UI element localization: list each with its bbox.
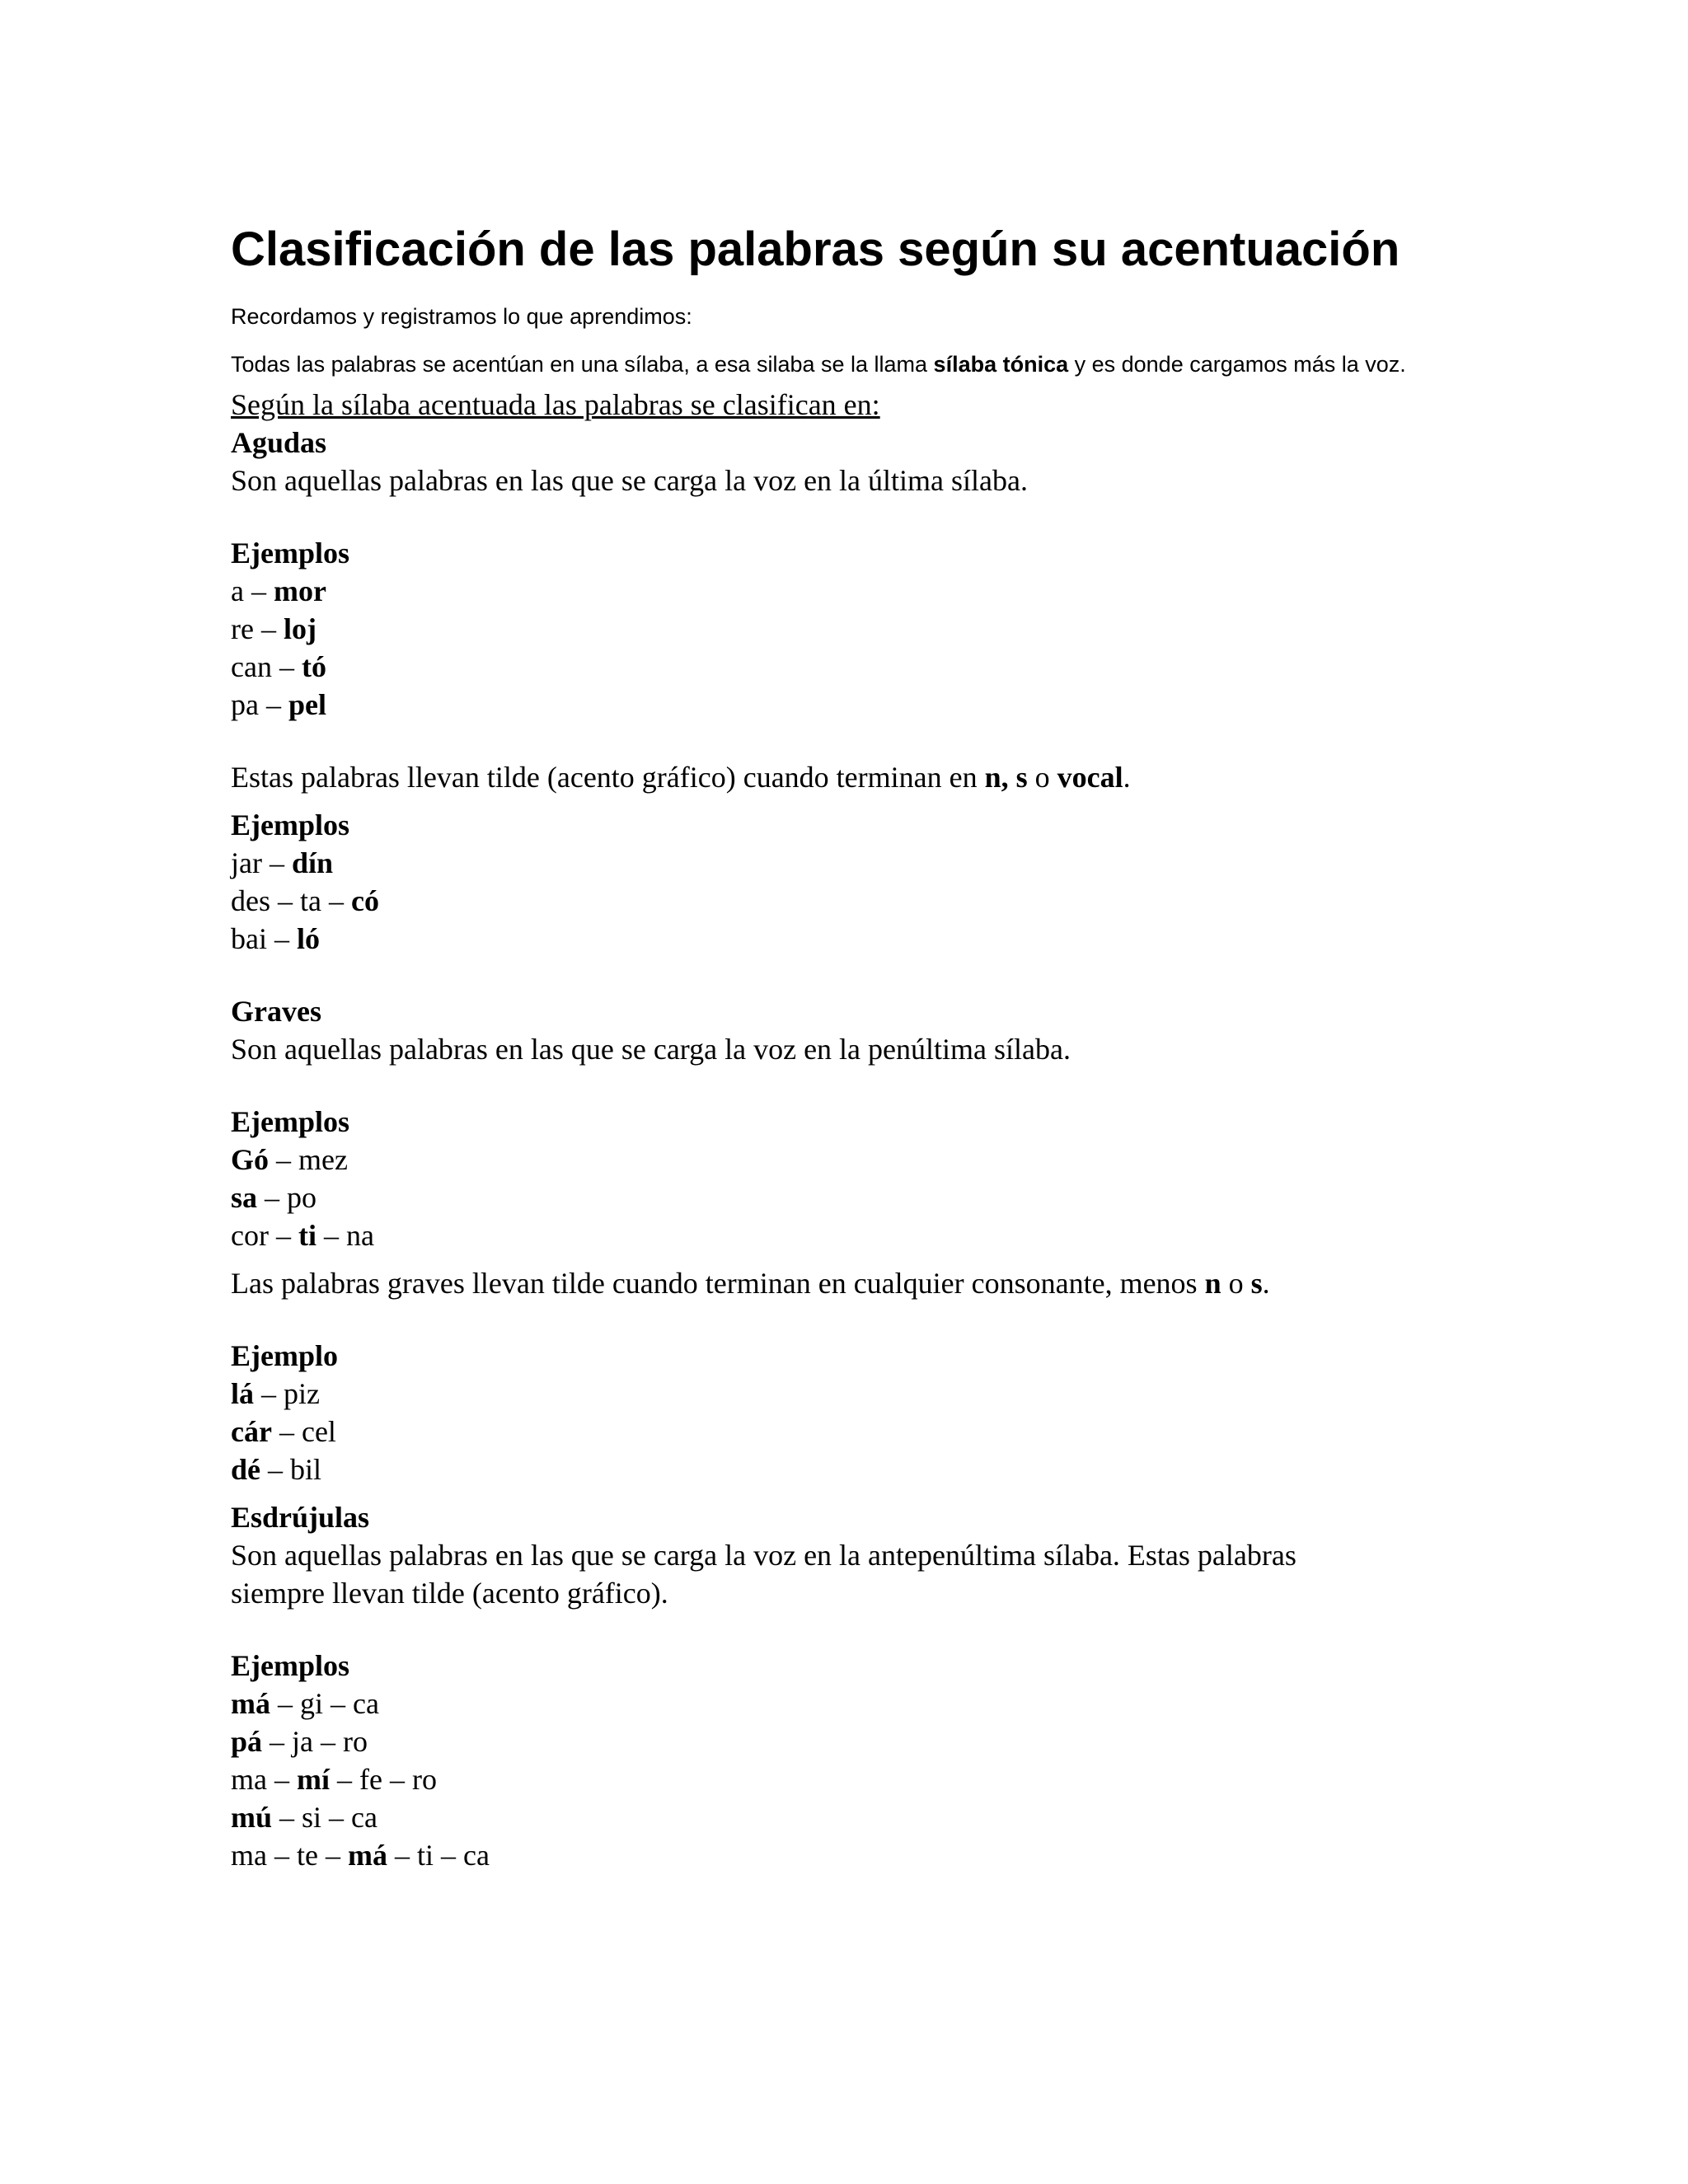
example-stressed-syllable: ti [298, 1219, 316, 1252]
example-stressed-syllable: má [347, 1839, 387, 1872]
agudas-rule [231, 758, 1418, 796]
esdrujulas-example-item [231, 1760, 1418, 1798]
agudas-example-item [231, 572, 1418, 610]
example-stressed-syllable: ló [296, 922, 320, 955]
graves-rule-bold2: s [1250, 1267, 1263, 1300]
graves-tilde-example-item [231, 1451, 1418, 1488]
example-plain: cor – [231, 1219, 298, 1252]
example-stressed-syllable: lá [231, 1377, 255, 1410]
esdrujulas-heading: Esdrújulas [231, 1501, 370, 1534]
graves-examples-label: Ejemplos [231, 1105, 349, 1138]
example-plain: a – [231, 574, 274, 607]
agudas-rule-text: Estas palabras llevan tilde (acento gráfico) cuando terminan en [231, 761, 985, 794]
intro-bold-term: sílaba tónica [933, 352, 1069, 377]
example-stressed-syllable: dé [231, 1453, 260, 1486]
agudas-tilde-example-item [231, 844, 1418, 882]
example-after: – na [316, 1219, 374, 1252]
graves-rule-mid: o [1221, 1267, 1251, 1300]
example-after: – po [257, 1181, 317, 1214]
esdrujulas-examples-label: Ejemplos [231, 1649, 349, 1682]
esdrujulas-example-item [231, 1836, 1418, 1874]
example-stressed-syllable: loj [283, 612, 316, 645]
esdrujulas-definition-line2: siempre llevan tilde (acento gráfico). [231, 1577, 668, 1610]
agudas-rule-bold2: vocal [1057, 761, 1123, 794]
agudas-example-item [231, 648, 1418, 686]
intro-text-after: y es donde cargamos más la voz. [1068, 352, 1406, 377]
graves-heading: Graves [231, 995, 321, 1028]
agudas-tilde-example-item [231, 882, 1418, 920]
agudas-examples2-list [231, 844, 1418, 958]
example-stressed-syllable: Gó [231, 1143, 270, 1176]
graves-definition: Son aquellas palabras en las que se carga la voz en la penúltima sílaba. [231, 1033, 1071, 1066]
example-stressed-syllable: dín [291, 846, 334, 879]
graves-examples2-label: Ejemplo [231, 1339, 338, 1372]
agudas-rule-mid: o [1027, 761, 1057, 794]
graves-example-item [231, 1216, 1418, 1254]
intro-paragraph [231, 346, 1418, 382]
graves-rule-text: Las palabras graves llevan tilde cuando terminan en cualquier consonante, menos [231, 1267, 1205, 1300]
agudas-heading: Agudas [231, 426, 327, 459]
graves-examples-list [231, 1141, 1418, 1254]
esdrujulas-example-item [231, 1722, 1418, 1760]
example-stressed-syllable: mú [231, 1801, 273, 1834]
agudas-example-item [231, 610, 1418, 648]
example-plain: jar – [231, 846, 292, 879]
example-after: – gi – ca [270, 1687, 379, 1720]
esdrujulas-example-item [231, 1685, 1418, 1722]
lead-text: Recordamos y registramos lo que aprendimos: [231, 304, 692, 329]
example-stressed-syllable: tó [301, 650, 326, 683]
example-after: – si – ca [272, 1801, 377, 1834]
example-plain: re – [231, 612, 284, 645]
agudas-rule-end: . [1123, 761, 1131, 794]
page-title: Clasificación de las palabras según su acentuación [231, 223, 1400, 276]
agudas-example-item [231, 686, 1418, 724]
graves-example-item [231, 1141, 1418, 1179]
classify-heading: Según la sílaba acentuada las palabras se clasifican en: [231, 388, 880, 421]
example-stressed-syllable: mí [296, 1763, 330, 1796]
graves-examples2-list [231, 1375, 1418, 1488]
agudas-examples2-label: Ejemplos [231, 808, 349, 841]
example-plain: ma – [231, 1763, 297, 1796]
graves-rule-end: . [1262, 1267, 1270, 1300]
example-stressed-syllable: cár [231, 1415, 272, 1448]
example-plain: bai – [231, 922, 297, 955]
example-stressed-syllable: pá [231, 1725, 263, 1758]
example-plain: des – ta – [231, 884, 351, 917]
intro-text-before: Todas las palabras se acentúan en una sílaba, a esa silaba se la llama [231, 352, 934, 377]
agudas-examples-list [231, 572, 1418, 724]
agudas-definition: Son aquellas palabras en las que se carga la voz en la última sílaba. [231, 464, 1028, 497]
agudas-examples-label: Ejemplos [231, 537, 349, 569]
example-plain: pa – [231, 688, 288, 721]
example-after: – cel [271, 1415, 336, 1448]
example-stressed-syllable: má [231, 1687, 270, 1720]
example-after: – ja – ro [262, 1725, 368, 1758]
esdrujulas-examples-list [231, 1685, 1418, 1874]
example-stressed-syllable: sa [231, 1181, 258, 1214]
body-content [231, 386, 1418, 1874]
example-after: – mez [269, 1143, 348, 1176]
example-after: – ti – ca [387, 1839, 490, 1872]
graves-example-item [231, 1179, 1418, 1216]
esdrujulas-example-item [231, 1798, 1418, 1836]
agudas-tilde-example-item [231, 920, 1418, 958]
agudas-rule-bold1: n, s [984, 761, 1028, 794]
example-after: – piz [254, 1377, 320, 1410]
example-plain: can – [231, 650, 302, 683]
example-stressed-syllable: pel [288, 688, 326, 721]
example-stressed-syllable: mor [273, 574, 326, 607]
graves-rule-bold1: n [1204, 1267, 1221, 1300]
example-after: – fe – ro [329, 1763, 437, 1796]
example-plain: ma – te – [231, 1839, 348, 1872]
example-stressed-syllable: có [350, 884, 379, 917]
esdrujulas-definition-line1: Son aquellas palabras en las que se carga la voz en la antepenúltima sílaba. Estas palabras [231, 1539, 1296, 1572]
graves-tilde-example-item [231, 1413, 1418, 1451]
graves-tilde-example-item [231, 1375, 1418, 1413]
graves-rule [231, 1264, 1418, 1302]
document-page [231, 221, 1418, 1874]
example-after: – bil [260, 1453, 322, 1486]
